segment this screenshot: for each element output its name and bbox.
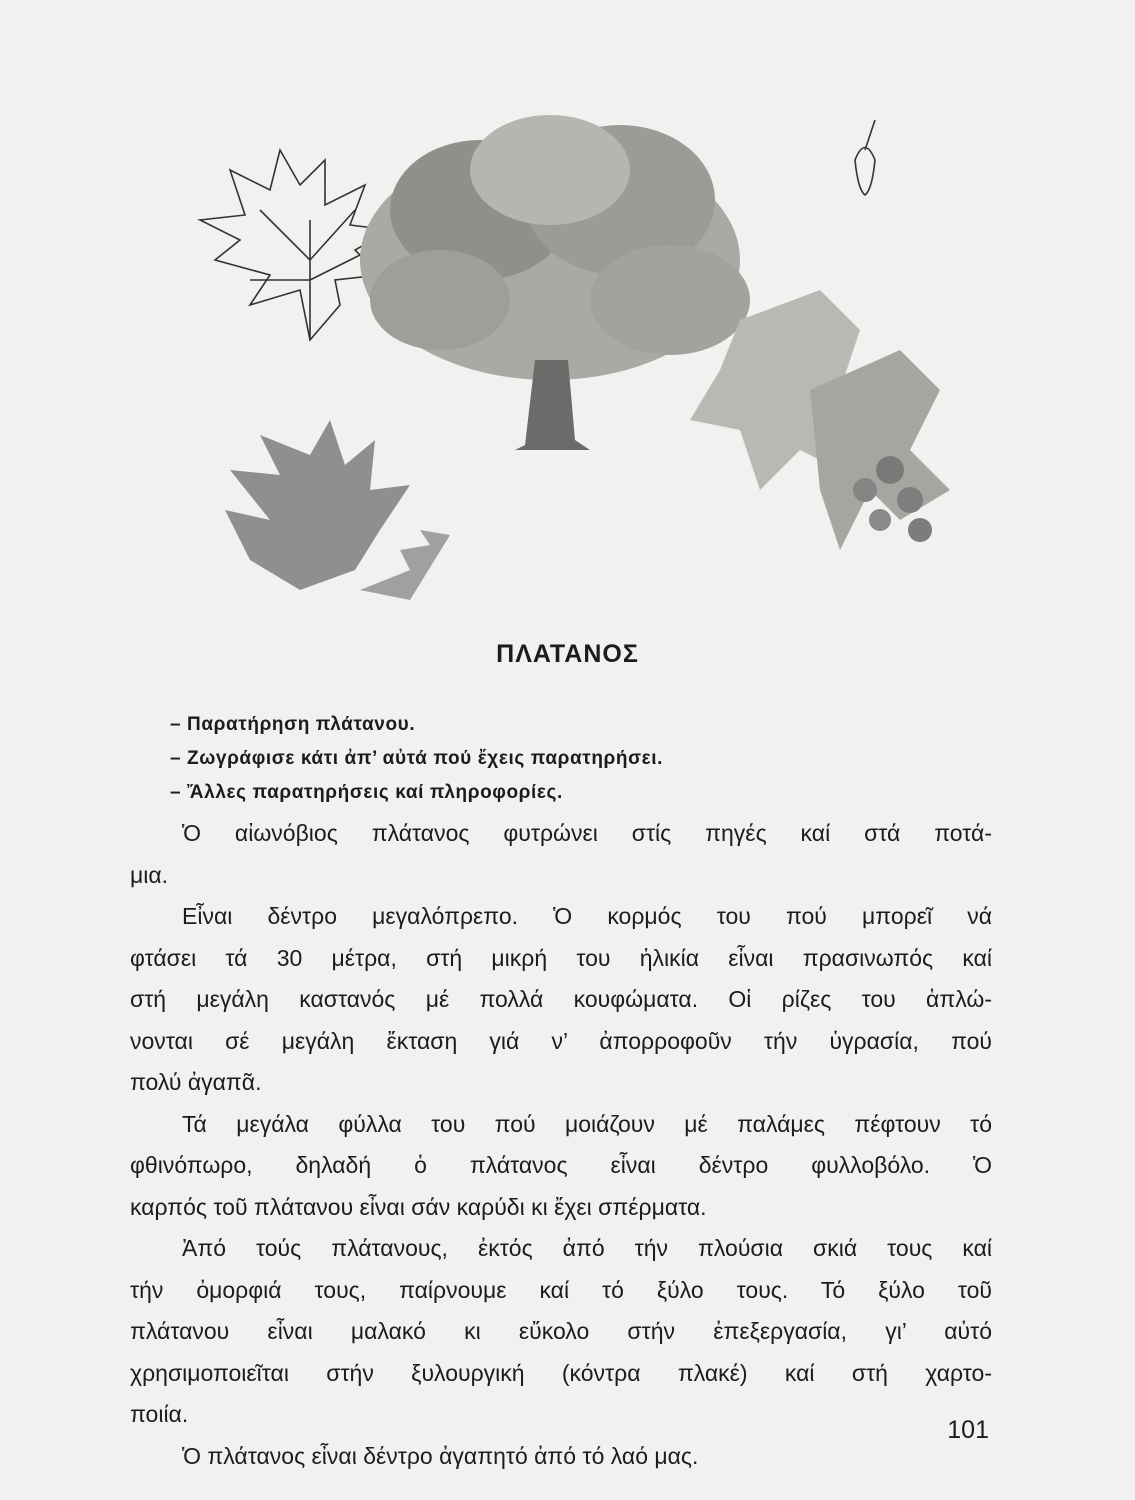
text-line: ποιία.: [130, 1401, 189, 1427]
paragraph-2: [130, 896, 992, 1104]
paragraph-3: [130, 1104, 992, 1229]
text-line: πολύ ἀγαπᾶ.: [130, 1069, 262, 1095]
plane-leaf-shaded-drawing: [225, 420, 450, 600]
page-title: ΠΛΑΤΑΝΟΣ: [496, 640, 639, 668]
text-line: χρησιμοποιεῖται στήν ξυλουργική (κόντρα πλακέ) καί στή χαρτο-: [130, 1359, 992, 1386]
text-line: τήν ὀμορφιά τους, παίρνουμε καί τό ξύλο τους. Τό ξύλο τοῦ: [130, 1276, 992, 1303]
text-line: φθινόπωρο, δηλαδή ὁ πλάτανος εἶναι δέντρο φυλλοβόλο. Ὁ: [130, 1152, 992, 1178]
activity-item: – Ζωγράφισε κάτι ἀπ’ αὐτά πού ἔχεις παρατηρήσει.: [170, 748, 664, 769]
text-line: Εἶναι δέντρο μεγαλόπρεπο. Ὁ κορμός του πού μπορεῖ νά: [182, 903, 992, 929]
text-line: νονται σέ μεγάλη ἔκταση γιά ν’ ἀπορροφοῦν τήν ὑγρασία, πού: [130, 1027, 992, 1054]
body-text: [130, 813, 992, 1477]
text-line: καρπός τοῦ πλάτανου εἶναι σάν καρύδι κι ἔχει σπέρματα.: [130, 1193, 707, 1220]
text-line: Ὁ αἰωνόβιος πλάτανος φυτρώνει στίς πηγές καί στά ποτά-: [182, 820, 992, 846]
activity-list: [170, 708, 970, 810]
text-line: πλάτανου εἶναι μαλακό κι εὔκολο στήν ἐπεξεργασία, γι’ αὐτό: [130, 1318, 992, 1344]
text-line: Τά μεγάλα φύλλα του πού μοιάζουν μέ παλάμες πέφτουν τό: [182, 1110, 992, 1137]
activity-item: – Ἄλλες παρατηρήσεις καί πληροφορίες.: [170, 782, 563, 803]
plane-tree-illustration: [120, 90, 1020, 630]
text-line: Ἀπό τούς πλάτανους, ἐκτός ἀπό τήν πλούσια σκιά τους καί: [182, 1235, 992, 1261]
plane-bud-drawing: [855, 120, 875, 195]
text-line: μια.: [130, 861, 169, 888]
text-line: στή μεγάλη καστανός μέ πολλά κουφώματα. Οἱ ρίζες του ἁπλώ-: [130, 986, 992, 1012]
paragraph-1: [130, 813, 992, 896]
paragraph-5: [130, 1436, 992, 1478]
activity-item: – Παρατήρηση πλάτανου.: [170, 714, 416, 735]
text-line: Ὁ πλάτανος εἶναι δέντρο ἀγαπητό ἀπό τό λαό μας.: [182, 1442, 699, 1469]
page-number: 101: [947, 1416, 989, 1444]
text-line: φτάσει τά 30 μέτρα, στή μικρή του ἡλικία εἶναι πρασινωπός καί: [130, 944, 992, 971]
plane-tree-drawing: [360, 115, 750, 450]
paragraph-4: [130, 1228, 992, 1436]
